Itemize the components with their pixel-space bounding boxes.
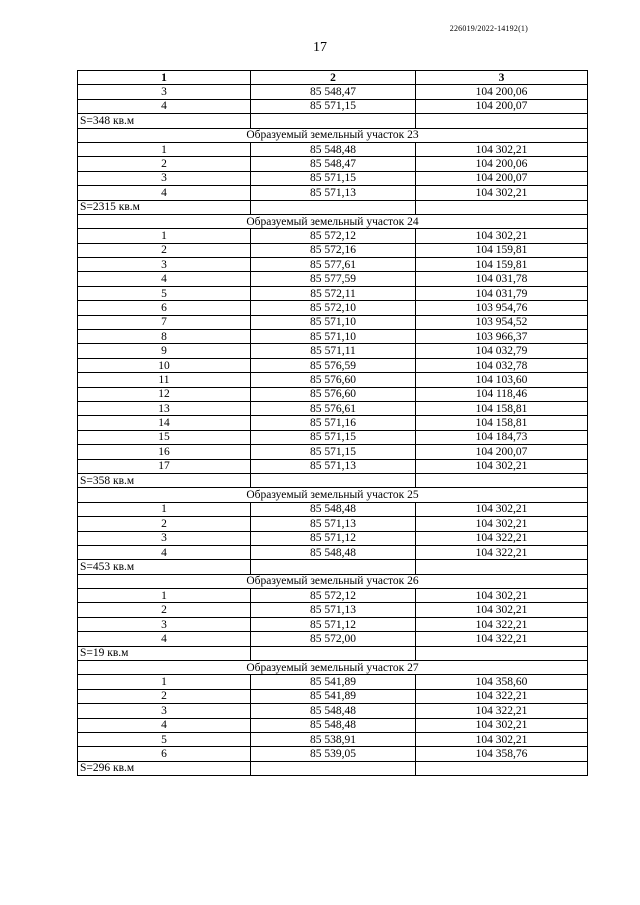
- x-coordinate-cell: 85 548,48: [251, 545, 416, 559]
- x-coordinate-cell: 85 548,48: [251, 704, 416, 718]
- header-row: [78, 71, 588, 85]
- table-row: [78, 373, 588, 387]
- table-row: [78, 632, 588, 646]
- area-cell: S=348 кв.м: [78, 114, 251, 128]
- point-number-cell: 2: [78, 517, 251, 531]
- empty-cell: [416, 473, 588, 487]
- table-row: [78, 675, 588, 689]
- table-row: [78, 603, 588, 617]
- x-coordinate-cell: 85 538,91: [251, 732, 416, 746]
- y-coordinate-cell: 104 322,21: [416, 632, 588, 646]
- table-row: [78, 445, 588, 459]
- x-coordinate-cell: 85 576,61: [251, 401, 416, 415]
- x-coordinate-cell: 85 576,59: [251, 358, 416, 372]
- y-coordinate-cell: 104 322,21: [416, 531, 588, 545]
- y-coordinate-cell: 104 322,21: [416, 545, 588, 559]
- point-number-cell: 9: [78, 344, 251, 358]
- area-cell: S=2315 кв.м: [78, 200, 251, 214]
- point-number-cell: 3: [78, 531, 251, 545]
- table-row: [78, 517, 588, 531]
- point-number-cell: 4: [78, 632, 251, 646]
- y-coordinate-cell: 103 966,37: [416, 330, 588, 344]
- area-cell: S=453 кв.м: [78, 560, 251, 574]
- point-number-cell: 1: [78, 502, 251, 516]
- point-number-cell: 3: [78, 171, 251, 185]
- area-row: [78, 473, 588, 487]
- point-number-cell: 4: [78, 186, 251, 200]
- y-coordinate-cell: 104 302,21: [416, 459, 588, 473]
- y-coordinate-cell: 104 159,81: [416, 258, 588, 272]
- x-coordinate-cell: 85 571,15: [251, 445, 416, 459]
- x-coordinate-cell: 85 576,60: [251, 387, 416, 401]
- y-coordinate-cell: 104 032,78: [416, 358, 588, 372]
- point-number-cell: 1: [78, 589, 251, 603]
- x-coordinate-cell: 85 576,60: [251, 373, 416, 387]
- table-row: [78, 301, 588, 315]
- x-coordinate-cell: 85 577,61: [251, 258, 416, 272]
- y-coordinate-cell: 104 031,79: [416, 286, 588, 300]
- x-coordinate-cell: 85 548,48: [251, 142, 416, 156]
- point-number-cell: 16: [78, 445, 251, 459]
- y-coordinate-cell: 104 200,06: [416, 157, 588, 171]
- y-coordinate-cell: 104 159,81: [416, 243, 588, 257]
- point-number-cell: 4: [78, 718, 251, 732]
- plot-title: Образуемый земельный участок 23: [78, 128, 588, 142]
- plot-title-row: [78, 128, 588, 142]
- table-row: [78, 689, 588, 703]
- plot-title-row: [78, 574, 588, 588]
- point-number-cell: 3: [78, 258, 251, 272]
- y-coordinate-cell: 104 200,07: [416, 445, 588, 459]
- y-coordinate-cell: 104 322,21: [416, 689, 588, 703]
- point-number-cell: 6: [78, 301, 251, 315]
- point-number-cell: 14: [78, 416, 251, 430]
- x-coordinate-cell: 85 571,12: [251, 617, 416, 631]
- empty-cell: [251, 473, 416, 487]
- x-coordinate-cell: 85 571,16: [251, 416, 416, 430]
- point-number-cell: 8: [78, 330, 251, 344]
- table-row: [78, 157, 588, 171]
- y-coordinate-cell: 104 103,60: [416, 373, 588, 387]
- x-coordinate-cell: 85 548,47: [251, 85, 416, 99]
- point-number-cell: 2: [78, 243, 251, 257]
- x-coordinate-cell: 85 571,11: [251, 344, 416, 358]
- y-coordinate-cell: 104 200,07: [416, 171, 588, 185]
- x-coordinate-cell: 85 571,15: [251, 430, 416, 444]
- plot-title-row: [78, 488, 588, 502]
- table-row: [78, 272, 588, 286]
- point-number-cell: 2: [78, 603, 251, 617]
- y-coordinate-cell: 104 184,73: [416, 430, 588, 444]
- point-number-cell: 7: [78, 315, 251, 329]
- table-row: [78, 330, 588, 344]
- empty-cell: [416, 761, 588, 775]
- table-row: [78, 617, 588, 631]
- table-row: [78, 732, 588, 746]
- point-number-cell: 5: [78, 732, 251, 746]
- area-cell: S=296 кв.м: [78, 761, 251, 775]
- table-row: [78, 258, 588, 272]
- point-number-cell: 2: [78, 689, 251, 703]
- plot-title: Образуемый земельный участок 27: [78, 661, 588, 675]
- area-cell: S=358 кв.м: [78, 473, 251, 487]
- area-row: [78, 646, 588, 660]
- x-coordinate-cell: 85 572,00: [251, 632, 416, 646]
- x-coordinate-cell: 85 539,05: [251, 747, 416, 761]
- column-header: 3: [416, 71, 588, 85]
- table-row: [78, 229, 588, 243]
- point-number-cell: 3: [78, 704, 251, 718]
- y-coordinate-cell: 104 302,21: [416, 589, 588, 603]
- plot-title-row: [78, 661, 588, 675]
- x-coordinate-cell: 85 571,12: [251, 531, 416, 545]
- table-row: [78, 401, 588, 415]
- empty-cell: [251, 560, 416, 574]
- y-coordinate-cell: 104 158,81: [416, 416, 588, 430]
- y-coordinate-cell: 104 200,07: [416, 99, 588, 113]
- x-coordinate-cell: 85 571,13: [251, 517, 416, 531]
- point-number-cell: 12: [78, 387, 251, 401]
- y-coordinate-cell: 103 954,52: [416, 315, 588, 329]
- x-coordinate-cell: 85 571,15: [251, 99, 416, 113]
- x-coordinate-cell: 85 548,47: [251, 157, 416, 171]
- y-coordinate-cell: 103 954,76: [416, 301, 588, 315]
- plot-title: Образуемый земельный участок 25: [78, 488, 588, 502]
- area-row: [78, 114, 588, 128]
- table-row: [78, 344, 588, 358]
- empty-cell: [416, 200, 588, 214]
- table-row: [78, 459, 588, 473]
- y-coordinate-cell: 104 302,21: [416, 142, 588, 156]
- table-row: [78, 142, 588, 156]
- empty-cell: [416, 114, 588, 128]
- table-row: [78, 531, 588, 545]
- x-coordinate-cell: 85 572,12: [251, 589, 416, 603]
- x-coordinate-cell: 85 548,48: [251, 718, 416, 732]
- point-number-cell: 3: [78, 85, 251, 99]
- y-coordinate-cell: 104 032,79: [416, 344, 588, 358]
- y-coordinate-cell: 104 302,21: [416, 718, 588, 732]
- point-number-cell: 11: [78, 373, 251, 387]
- table-row: [78, 358, 588, 372]
- x-coordinate-cell: 85 572,12: [251, 229, 416, 243]
- y-coordinate-cell: 104 118,46: [416, 387, 588, 401]
- point-number-cell: 1: [78, 675, 251, 689]
- x-coordinate-cell: 85 572,10: [251, 301, 416, 315]
- point-number-cell: 17: [78, 459, 251, 473]
- y-coordinate-cell: 104 322,21: [416, 704, 588, 718]
- x-coordinate-cell: 85 572,16: [251, 243, 416, 257]
- area-row: [78, 560, 588, 574]
- point-number-cell: 4: [78, 272, 251, 286]
- table-row: [78, 286, 588, 300]
- plot-title-row: [78, 214, 588, 228]
- x-coordinate-cell: 85 571,13: [251, 459, 416, 473]
- x-coordinate-cell: 85 541,89: [251, 675, 416, 689]
- y-coordinate-cell: 104 302,21: [416, 229, 588, 243]
- table-row: [78, 430, 588, 444]
- point-number-cell: 3: [78, 617, 251, 631]
- y-coordinate-cell: 104 358,76: [416, 747, 588, 761]
- empty-cell: [251, 646, 416, 660]
- area-row: [78, 761, 588, 775]
- x-coordinate-cell: 85 577,59: [251, 272, 416, 286]
- table-row: [78, 387, 588, 401]
- x-coordinate-cell: 85 572,11: [251, 286, 416, 300]
- table-row: [78, 315, 588, 329]
- y-coordinate-cell: 104 302,21: [416, 517, 588, 531]
- plot-title: Образуемый земельный участок 24: [78, 214, 588, 228]
- table-row: [78, 85, 588, 99]
- area-cell: S=19 кв.м: [78, 646, 251, 660]
- point-number-cell: 1: [78, 229, 251, 243]
- point-number-cell: 5: [78, 286, 251, 300]
- table-row: [78, 416, 588, 430]
- table-body: [78, 85, 588, 776]
- table-row: [78, 589, 588, 603]
- point-number-cell: 4: [78, 99, 251, 113]
- coordinates-table: [77, 70, 588, 776]
- table-row: [78, 99, 588, 113]
- y-coordinate-cell: 104 358,60: [416, 675, 588, 689]
- y-coordinate-cell: 104 031,78: [416, 272, 588, 286]
- point-number-cell: 10: [78, 358, 251, 372]
- x-coordinate-cell: 85 548,48: [251, 502, 416, 516]
- column-header: 2: [251, 71, 416, 85]
- point-number-cell: 2: [78, 157, 251, 171]
- x-coordinate-cell: 85 571,10: [251, 315, 416, 329]
- empty-cell: [416, 560, 588, 574]
- y-coordinate-cell: 104 158,81: [416, 401, 588, 415]
- y-coordinate-cell: 104 302,21: [416, 502, 588, 516]
- x-coordinate-cell: 85 571,15: [251, 171, 416, 185]
- y-coordinate-cell: 104 302,21: [416, 186, 588, 200]
- x-coordinate-cell: 85 541,89: [251, 689, 416, 703]
- y-coordinate-cell: 104 302,21: [416, 732, 588, 746]
- table-row: [78, 747, 588, 761]
- table-row: [78, 243, 588, 257]
- y-coordinate-cell: 104 322,21: [416, 617, 588, 631]
- empty-cell: [251, 200, 416, 214]
- y-coordinate-cell: 104 302,21: [416, 603, 588, 617]
- empty-cell: [251, 114, 416, 128]
- table-row: [78, 704, 588, 718]
- column-header: 1: [78, 71, 251, 85]
- point-number-cell: 1: [78, 142, 251, 156]
- point-number-cell: 15: [78, 430, 251, 444]
- point-number-cell: 13: [78, 401, 251, 415]
- empty-cell: [251, 761, 416, 775]
- area-row: [78, 200, 588, 214]
- table-row: [78, 502, 588, 516]
- table-row: [78, 186, 588, 200]
- table-row: [78, 171, 588, 185]
- point-number-cell: 6: [78, 747, 251, 761]
- table-row: [78, 545, 588, 559]
- x-coordinate-cell: 85 571,10: [251, 330, 416, 344]
- document-id: 226019/2022-14192(1): [449, 24, 528, 33]
- page-number: 17: [313, 40, 327, 55]
- x-coordinate-cell: 85 571,13: [251, 603, 416, 617]
- empty-cell: [416, 646, 588, 660]
- point-number-cell: 4: [78, 545, 251, 559]
- x-coordinate-cell: 85 571,13: [251, 186, 416, 200]
- table-row: [78, 718, 588, 732]
- plot-title: Образуемый земельный участок 26: [78, 574, 588, 588]
- y-coordinate-cell: 104 200,06: [416, 85, 588, 99]
